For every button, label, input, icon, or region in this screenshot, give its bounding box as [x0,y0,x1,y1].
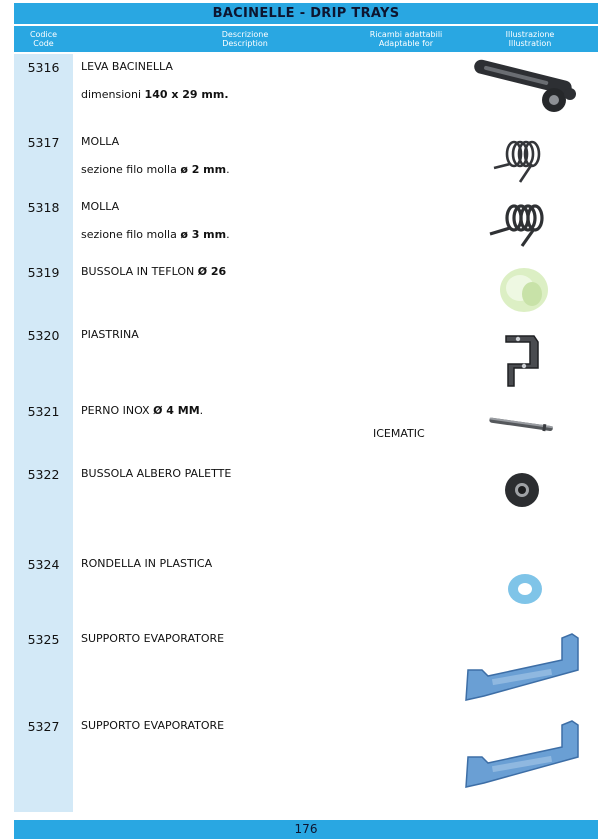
column-header-illustration [480,30,580,48]
item-name: SUPPORTO EVAPORATORE [81,632,225,645]
illus-label-it: Illustrazione [505,30,555,39]
item-code: 5322 [27,467,60,482]
item-detail: sezione filo molla ø 3 mm. [81,228,230,241]
shaft-bushing-image [502,470,542,510]
column-header-code-label [14,30,73,48]
item-name: SUPPORTO EVAPORATORE [81,719,225,732]
item-name: RONDELLA IN PLASTICA [81,557,213,570]
spring-part-image [488,198,552,250]
item-name: LEVA BACINELLA [81,60,173,73]
adapt-label-it: Ricambi adattabili [369,30,443,39]
column-header-adaptable [356,30,456,48]
item-code: 5317 [27,135,60,150]
page-number: 176 [14,820,598,839]
desc-label-it: Descrizione [221,30,269,39]
item-name: BUSSOLA IN TEFLON Ø 26 [81,265,227,278]
item-code: 5320 [27,328,60,343]
item-code: 5321 [27,404,60,419]
item-detail: sezione filo molla ø 2 mm. [81,163,230,176]
item-code: 5318 [27,200,60,215]
item-name: PIASTRINA [81,328,139,341]
item-name: MOLLA [81,135,120,148]
item-code: 5319 [27,265,60,280]
adapt-label-en: Adaptable for [378,39,434,48]
item-name: BUSSOLA ALBERO PALETTE [81,467,232,480]
evaporator-support-image [462,717,584,793]
illus-label-en: Illustration [508,39,552,48]
desc-label-en: Description [222,39,268,48]
item-code: 5324 [27,557,60,572]
item-detail: dimensioni 140 x 29 mm. [81,88,229,101]
adaptable-for: ICEMATIC [373,427,425,440]
item-code: 5327 [27,719,60,734]
bracket-plate-image [500,328,544,390]
code-label-it: Codice [29,30,58,39]
code-column-background [14,54,73,812]
spring-part-image [490,134,550,186]
code-label-en: Code [33,39,54,48]
lever-part-image [466,58,576,120]
evaporator-support-image [462,630,584,706]
column-header-description [170,30,320,48]
item-code: 5316 [27,60,60,75]
item-name: PERNO INOX Ø 4 MM. [81,404,204,417]
item-name: MOLLA [81,200,120,213]
teflon-bushing-image [496,264,552,316]
page-title: BACINELLE - DRIP TRAYS [14,3,598,24]
item-code: 5325 [27,632,60,647]
plastic-washer-image [505,571,545,607]
steel-pin-image [487,414,557,436]
